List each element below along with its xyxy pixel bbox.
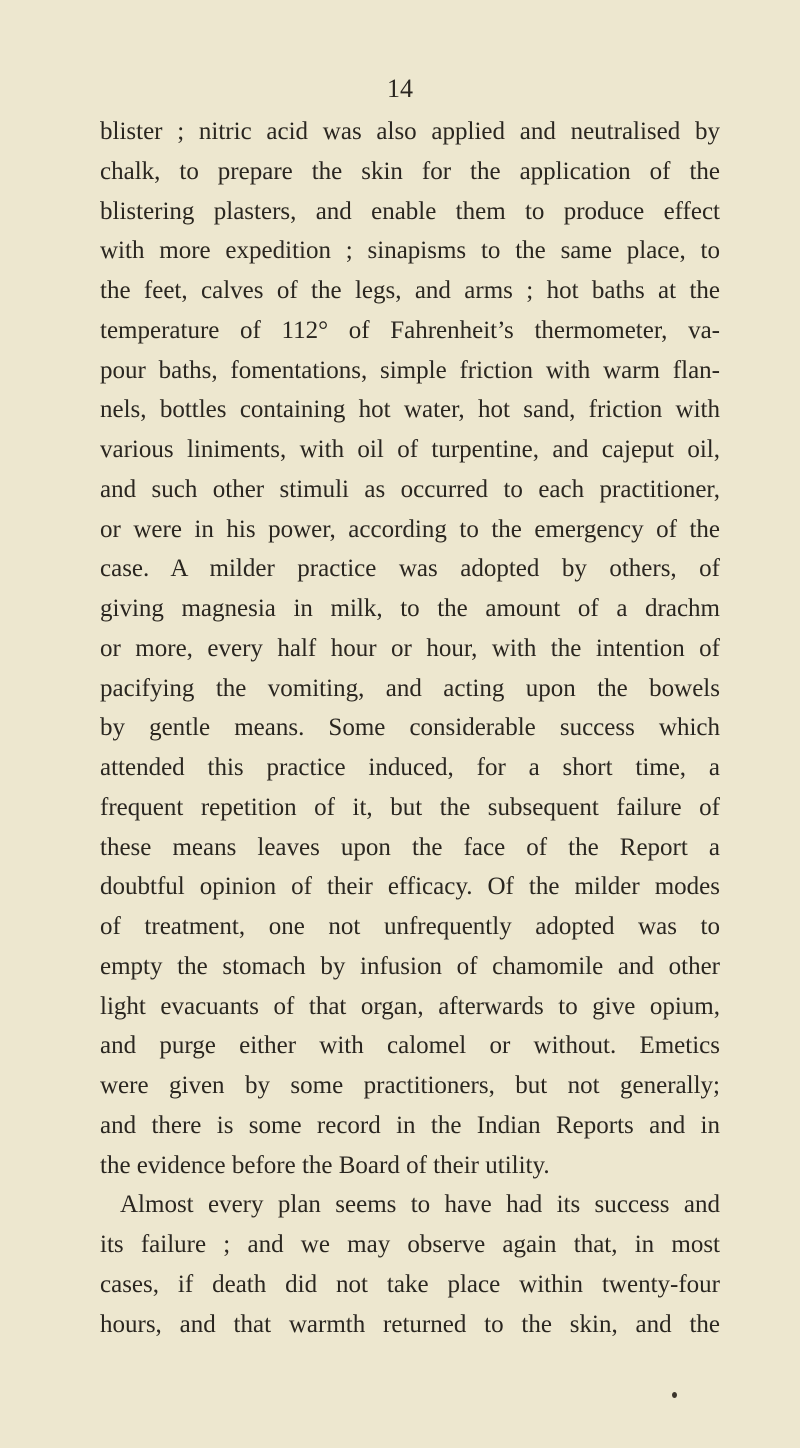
text-line: hours, and that warmth returned to the skin, and the [100,1310,720,1338]
text-line: and there is some record in the Indian Reports and in [100,1111,720,1139]
text-line: doubtful opinion of their efficacy. Of the milder modes [100,873,720,901]
page-number: 14 [387,74,413,103]
text-line: blister ; nitric acid was also applied and neutralised by [100,118,720,145]
text-line: temperature of 112° of Fahrenheit’s thermometer, va- [100,316,720,344]
text-line: by gentle means. Some considerable success which [100,714,720,742]
text-line: and purge either with calomel or without. Emetics [100,1032,720,1060]
text-line: nels, bottles containing hot water, hot sand, friction with [100,396,720,424]
text-line: case. A milder practice was adopted by others, of [100,555,720,583]
text-line: pour baths, fomentations, simple friction with warm flan- [100,356,720,384]
paragraph-end-line: the evidence before the Board of their utility. [100,1151,550,1179]
text-line: of treatment, one not unfrequently adopted was to [100,913,720,940]
text-line: giving magnesia in milk, to the amount of a drachm [100,595,720,622]
text-line: chalk, to prepare the skin for the application of the [100,157,720,185]
text-line: the feet, calves of the legs, and arms ; hot baths at the [100,277,720,304]
text-line: various liniments, with oil of turpentine, and cajeput oil, [100,436,720,463]
text-line: light evacuants of that organ, afterwards to give opium, [100,992,720,1020]
ink-speck [672,1392,677,1398]
text-line: and such other stimuli as occurred to each practitioner, [100,475,720,503]
text-line: or were in his power, according to the emergency of the [100,515,720,543]
text-line: frequent repetition of it, but the subsequent failure of [100,793,720,821]
text-line: or more, every half hour or hour, with the intention of [100,634,720,662]
text-line: cases, if death did not take place within twenty-four [100,1270,720,1298]
paragraph-start-line: Almost every plan seems to have had its success and [120,1191,720,1219]
text-line: these means leaves upon the face of the Report a [100,833,720,861]
text-line: empty the stomach by infusion of chamomile and other [100,952,720,980]
text-line: pacifying the vomiting, and acting upon the bowels [100,674,720,702]
body-text [100,112,720,1344]
text-line: blistering plasters, and enable them to produce effect [100,197,720,225]
text-line: were given by some practitioners, but not generally; [100,1072,720,1099]
text-line: attended this practice induced, for a short time, a [100,754,720,781]
text-line: with more expedition ; sinapisms to the same place, to [100,237,720,265]
text-line: its failure ; and we may observe again that, in most [100,1231,720,1258]
